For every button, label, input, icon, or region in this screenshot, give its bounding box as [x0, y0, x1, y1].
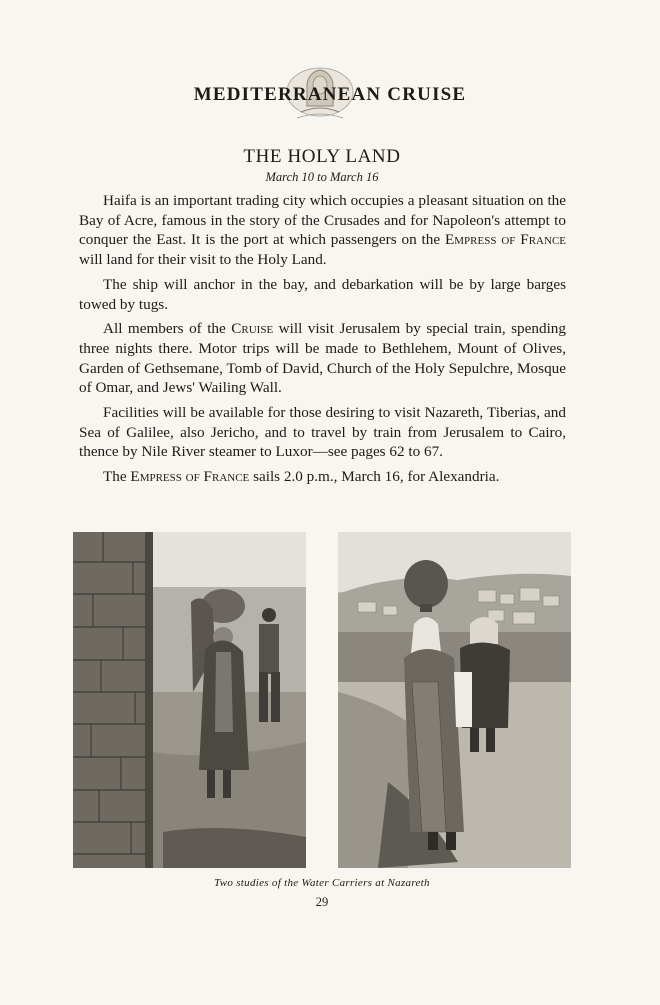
- paragraph-text: sails 2.0 p.m., March 16, for Alexandria.: [249, 468, 500, 486]
- ship-name: Empress of France: [130, 468, 250, 486]
- section-title: THE HOLY LAND: [243, 146, 401, 167]
- photo-water-carriers-village: [338, 532, 571, 868]
- photo-water-carriers-wall: [73, 532, 306, 868]
- paragraph-text: will land for their visit to the Holy Land.: [79, 251, 327, 269]
- page-number: 29: [315, 895, 329, 909]
- paragraph-text: Haifa is an important trading city which occupies a pleasant situation on the Bay of Acre, famous in the story of the Crusades and for Napoleon's attempt to conquer the East. It is the port at which passengers on the: [79, 192, 566, 249]
- page-header: [0, 62, 660, 124]
- paragraph-haifa: [79, 191, 566, 270]
- paragraph-jerusalem: [79, 319, 566, 398]
- paragraph-anchor: The ship will anchor in the bay, and debarkation will be by large barges towed by tugs.: [79, 275, 566, 313]
- paragraph-text: All members of the: [103, 320, 232, 338]
- ship-name: Empress of France: [444, 231, 566, 249]
- figure-caption: Two studies of the Water Carriers at Nazareth: [214, 877, 430, 889]
- cruise-name: Cruise: [231, 320, 274, 338]
- paragraph-departure: [79, 467, 566, 487]
- paragraph-facilities: Facilities will be available for those desiring to visit Nazareth, Tiberias, and Sea of Galilee, also Jericho, and to travel by train from Jerusalem to Cairo, thence by Nile River steamer to Luxor—see pages 62 to 67.: [79, 404, 566, 461]
- paragraph-text: will visit Jerusalem by special train, spending three nights there. Motor trips will be made to Bethlehem, Mount of Olives, Garden of Gethsemane, Tomb of David, Church of the Holy Sepulchre, Mosque of Omar, and Jews' Wailing Wall.: [79, 320, 566, 397]
- section-dates: March 10 to March 16: [265, 170, 379, 184]
- body-text: [79, 191, 566, 492]
- paragraph-text: The: [103, 468, 131, 486]
- header-title: MEDITERRANEAN CRUISE: [193, 84, 467, 105]
